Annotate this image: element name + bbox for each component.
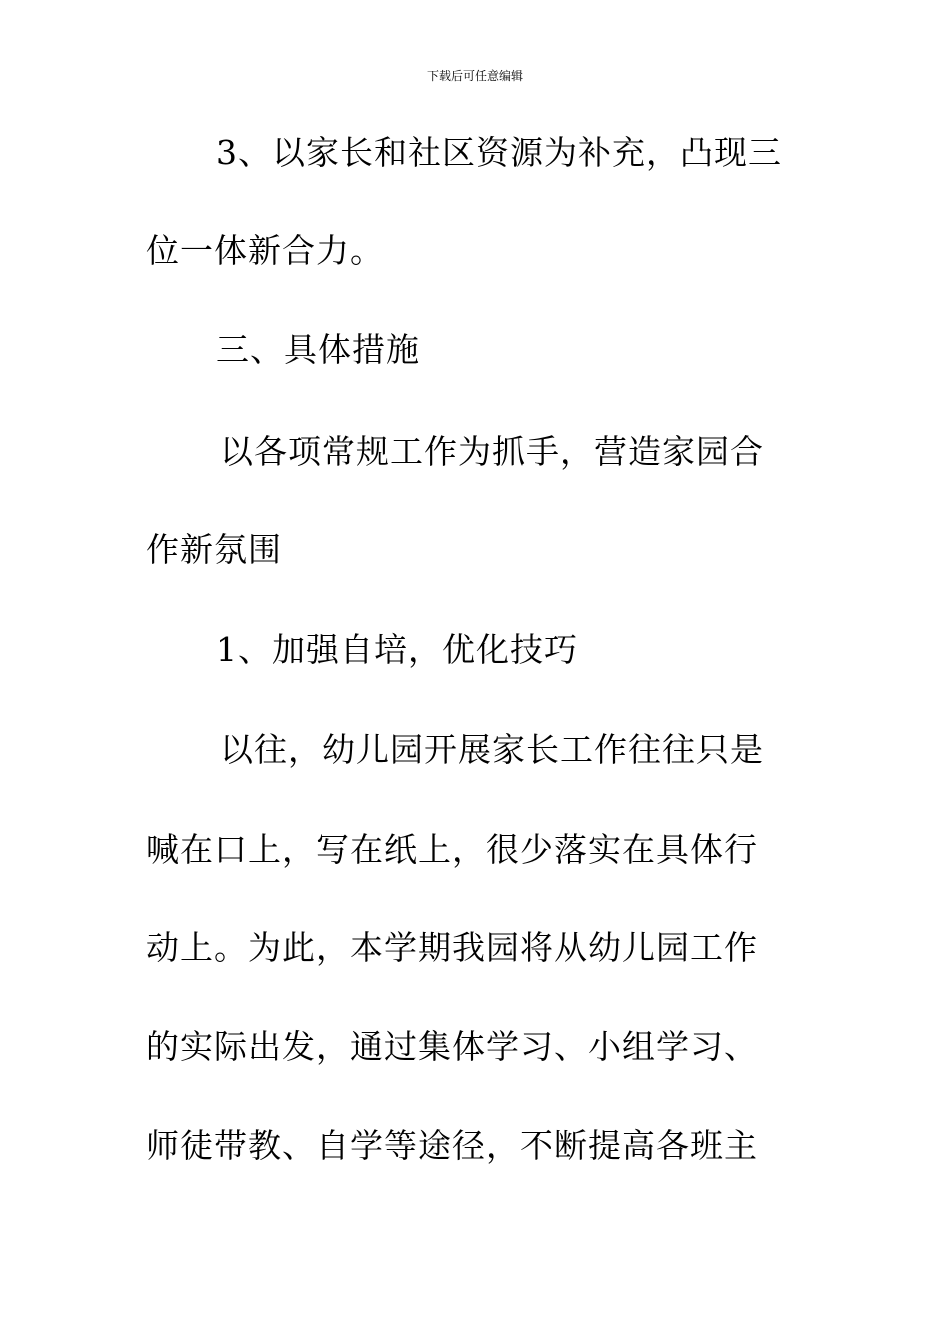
paragraph-line: 位一体新合力。: [146, 231, 384, 270]
paragraph-line: 以各项常规工作为抓手，营造家园合: [220, 432, 764, 471]
paragraph-line: 喊在口上，写在纸上，很少落实在具体行: [146, 830, 758, 869]
paragraph-line: 动上。为此，本学期我园将从幼儿园工作: [146, 928, 758, 967]
paragraph-line: 的实际出发，通过集体学习、小组学习、: [146, 1027, 758, 1066]
section-heading: 三、具体措施: [216, 330, 420, 369]
paragraph-line: 以往，幼儿园开展家长工作往往只是: [220, 730, 764, 769]
paragraph-line: 3、以家长和社区资源为补充，凸现三: [216, 133, 782, 172]
subsection-heading: 1、加强自培，优化技巧: [216, 630, 578, 669]
paragraph-line: 作新氛围: [146, 530, 282, 569]
paragraph-line: 师徒带教、自学等途径，不断提高各班主: [146, 1126, 758, 1165]
header-note: 下载后可任意编辑: [426, 69, 523, 83]
